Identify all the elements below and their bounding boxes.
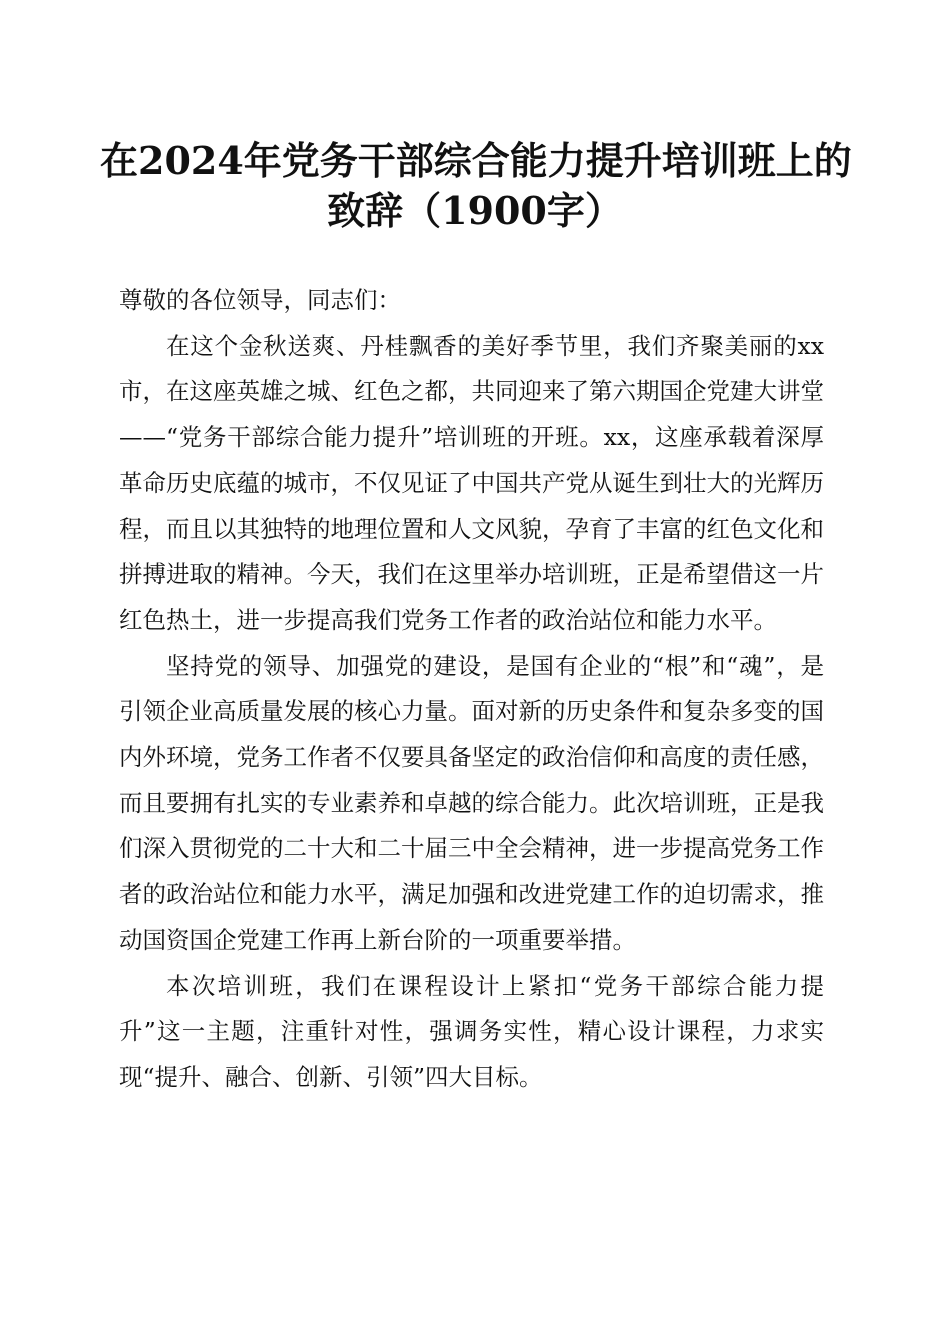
document-body [119,278,824,1101]
paragraph-1: 在这个金秋送爽、丹桂飘香的美好季节里，我们齐聚美丽的xx市，在这座英雄之城、红色之都，共同迎来了第六期国企党建大讲堂——“党务干部综合能力提升”培训班的开班。xx，这座承载着深厚革命历史底蕴的城市，不仅见证了中国共产党从诞生到壮大的光辉历程，而且以其独特的地理位置和人文风貌，孕育了丰富的红色文化和拼搏进取的精神。今天，我们在这里举办培训班，正是希望借这一片红色热土，进一步提高我们党务工作者的政治站位和能力水平。 [119,331,824,634]
salutation: 尊敬的各位领导，同志们： [119,286,401,314]
title-line-1: 在2024年党务干部综合能力提升培训班上的 [100,138,852,183]
document-title [100,136,850,236]
paragraph-3: 本次培训班，我们在课程设计上紧扣“党务干部综合能力提升”这一主题，注重针对性，强调务实性，精心设计课程，力求实现“提升、融合、创新、引领”四大目标。 [119,971,824,1091]
title-line-2: 致辞（1900字） [327,188,623,233]
paragraph-2: 坚持党的领导、加强党的建设，是国有企业的“根”和“魂”，是引领企业高质量发展的核心力量。面对新的历史条件和复杂多变的国内外环境，党务工作者不仅要具备坚定的政治信仰和高度的责任感，而且要拥有扎实的专业素养和卓越的综合能力。此次培训班，正是我们深入贯彻党的二十大和二十届三中全会精神，进一步提高党务工作者的政治站位和能力水平，满足加强和改进党建工作的迫切需求，推动国资国企党建工作再上新台阶的一项重要举措。 [119,651,824,954]
